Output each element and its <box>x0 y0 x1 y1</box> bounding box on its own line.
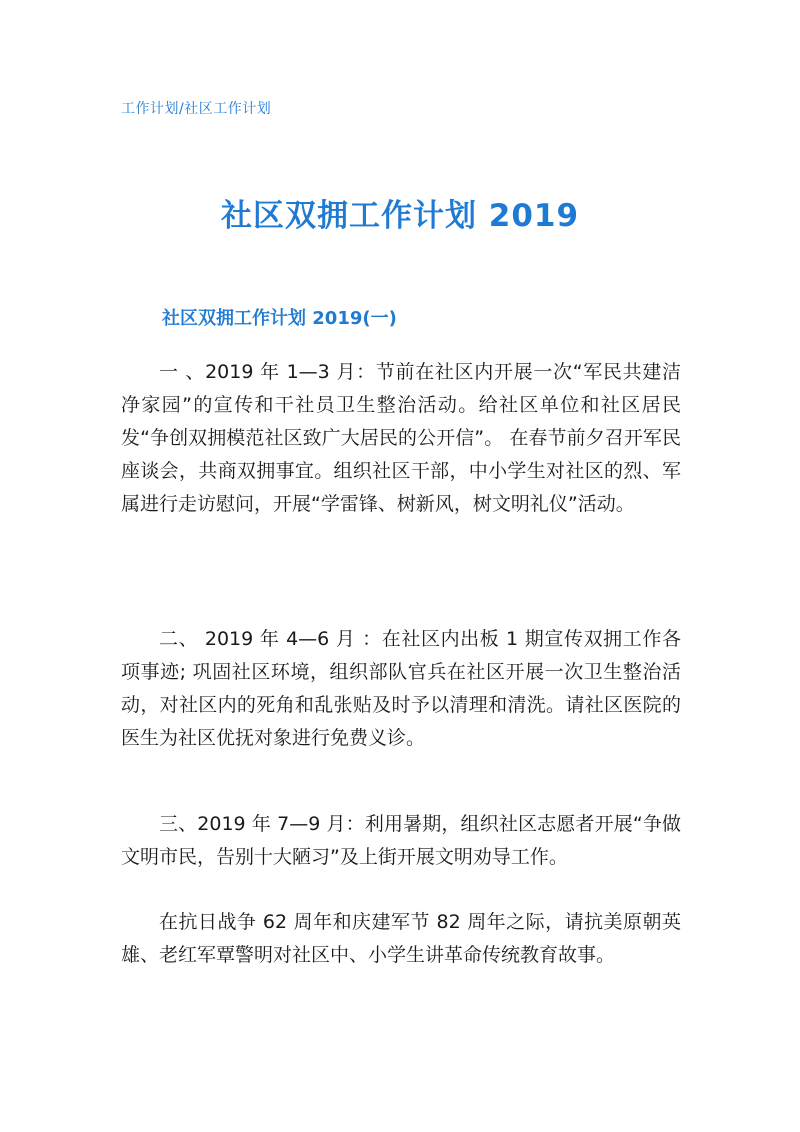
paragraph-1: 一 、2019 年 1—3 月：节前在社区内开展一次“军民共建洁净家园”的宣传和干社员卫生整治活动。给社区单位和社区居民发“争创双拥模范社区致广大居民的公开信”。 在春节前夕召开军民座谈会，共商双拥事宜。组织社区干部，中小学生对社区的烈、军属进行走访慰问，开展“学雷锋、树新风，树文明礼仪”活动。 <box>121 361 681 515</box>
document-title: 社区双拥工作计划 2019 <box>220 198 580 234</box>
paragraph-4: 在抗日战争 62 周年和庆建军节 82 周年之际，请抗美原朝英雄、老红军覃警明对社区中、小学生讲革命传统教育故事。 <box>121 911 681 966</box>
breadcrumb[interactable]: 工作计划/社区工作计划 <box>121 101 272 117</box>
paragraph-2: 二、 2019 年 4—6 月 ：在社区内出板 1 期宣传双拥工作各项事迹; 巩固社区环境，组织部队官兵在社区开展一次卫生整治活动，对社区内的死角和乱张贴及时予以清理和清洗。请社区医院的医生为社区优抚对象进行免费义诊。 <box>121 628 681 749</box>
paragraph-3: 三、2019 年 7—9 月：利用暑期，组织社区志愿者开展“争做文明市民，告别十大陋习”及上街开展文明劝导工作。 <box>121 813 681 868</box>
section-subtitle: 社区双拥工作计划 2019(一) <box>162 308 397 329</box>
